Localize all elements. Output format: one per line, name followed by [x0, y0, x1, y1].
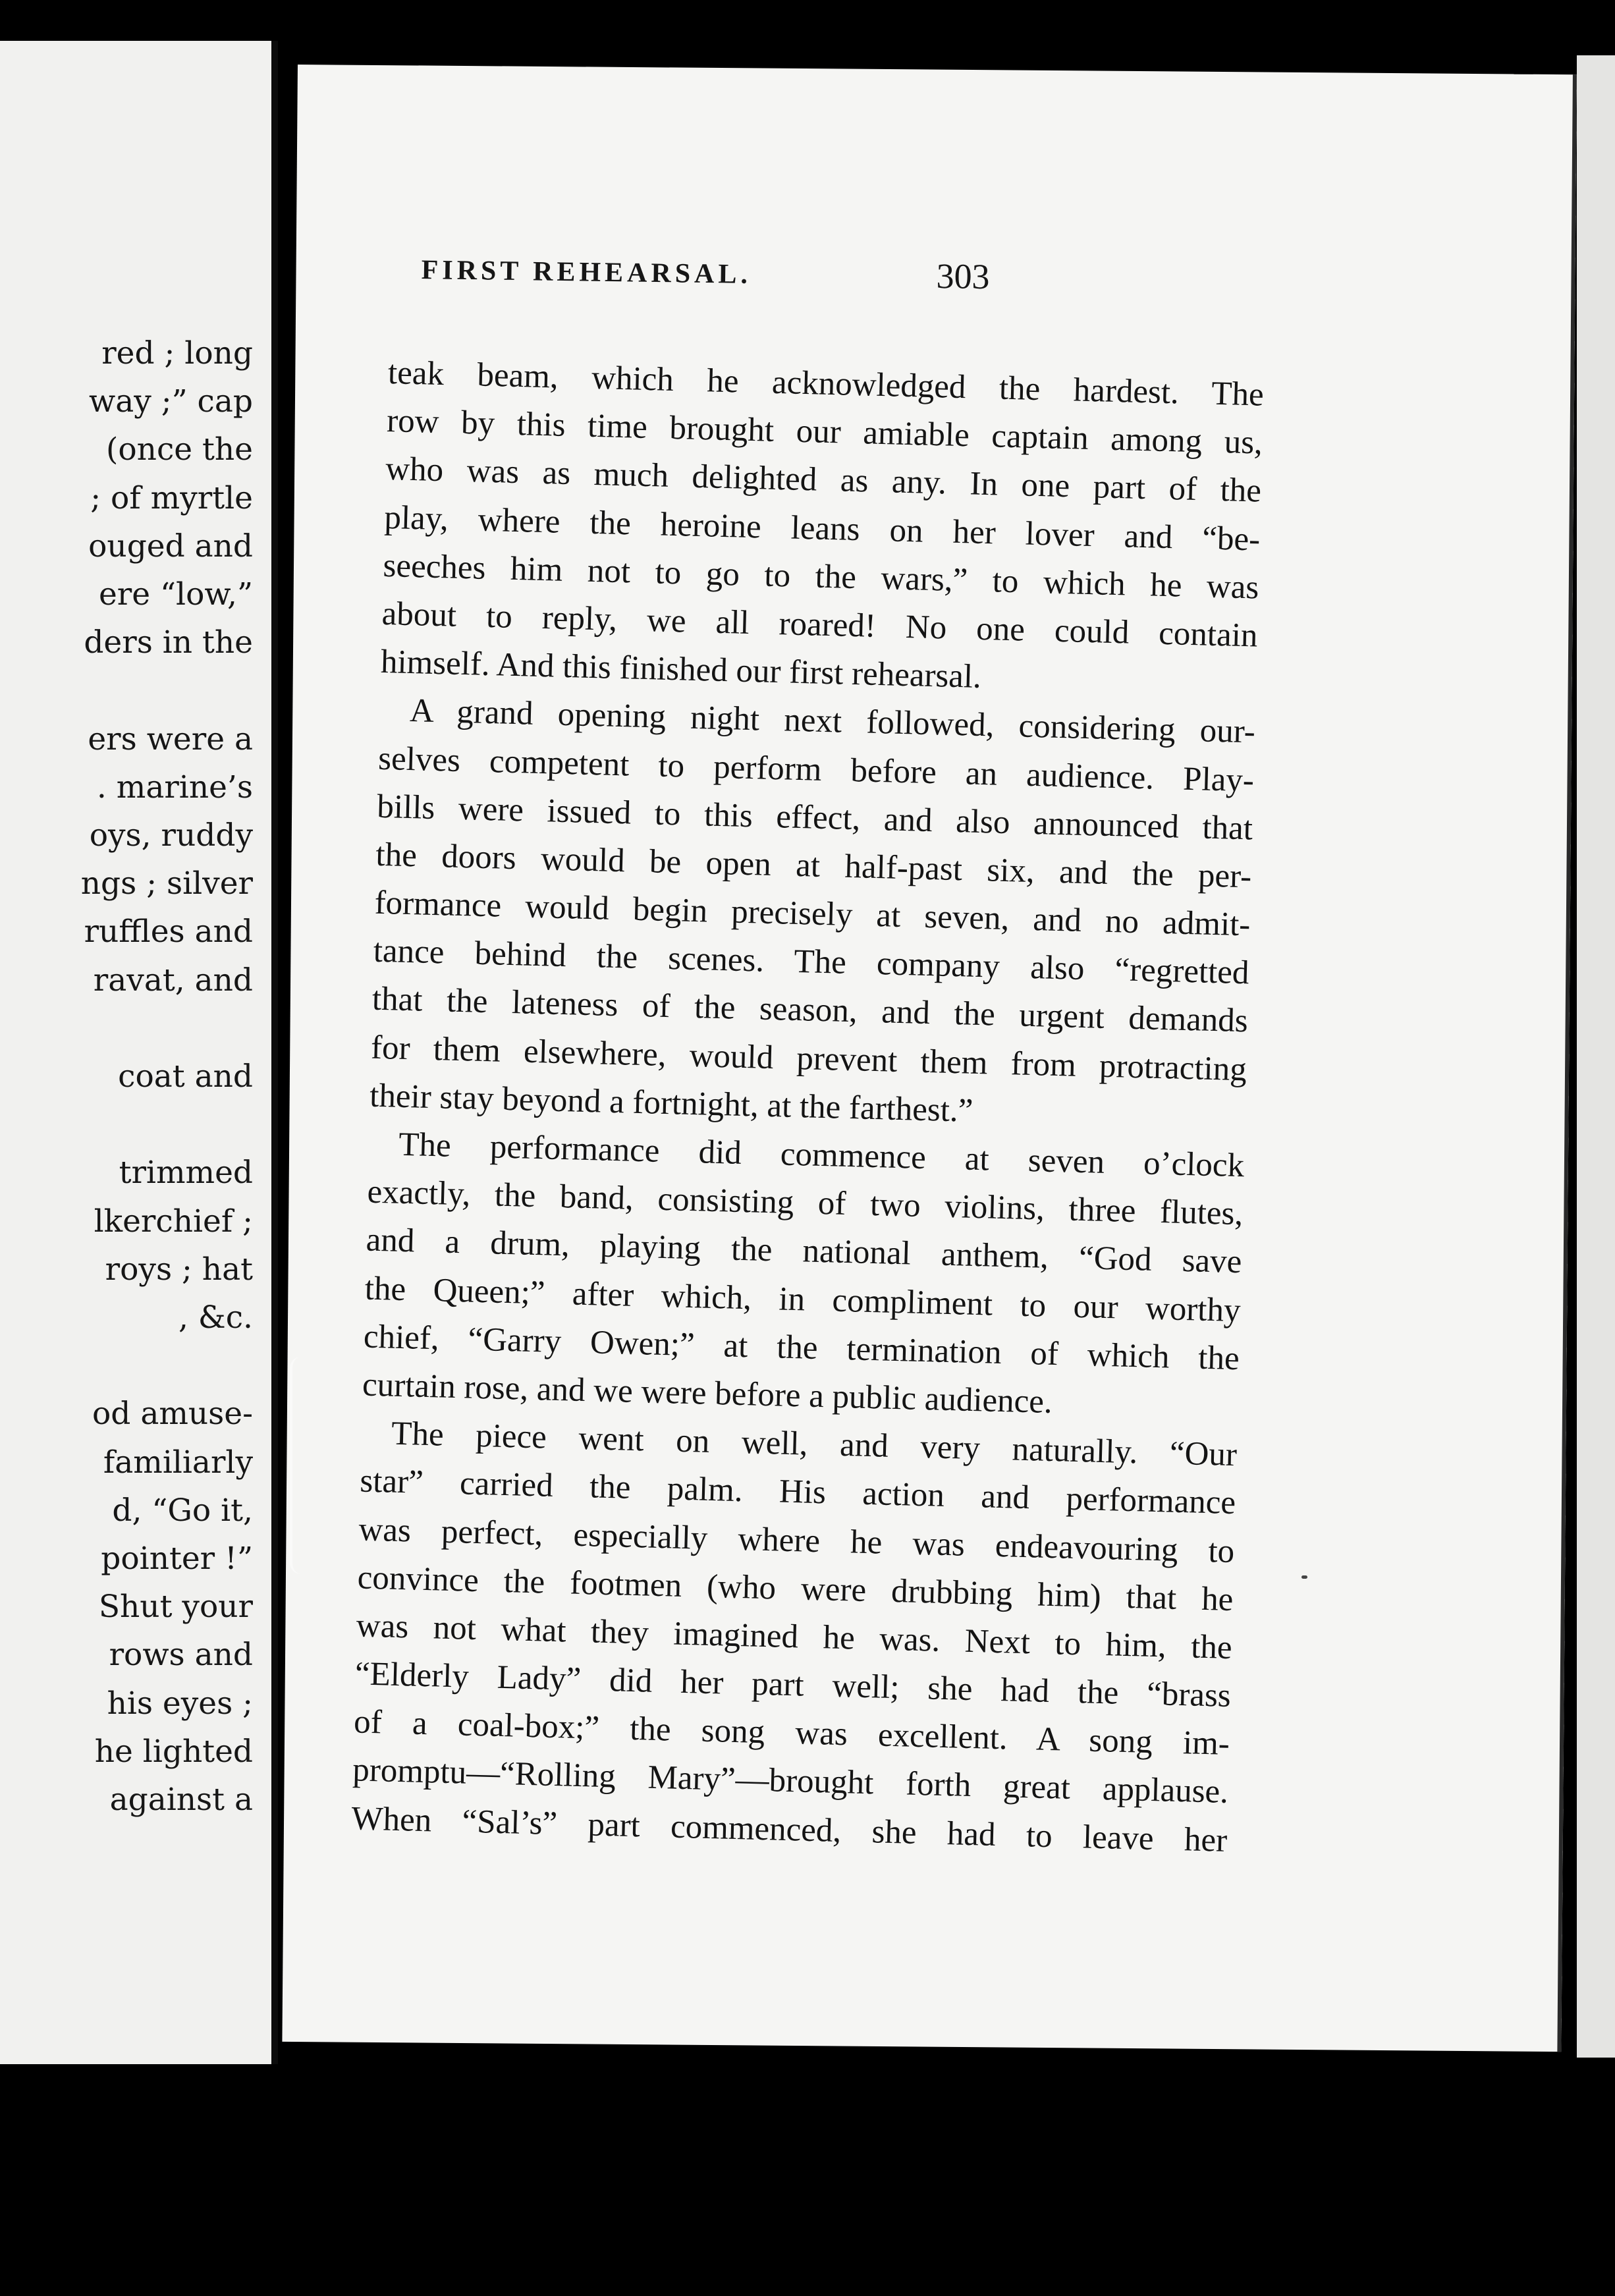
text-line: bills were issued to this effect, and also announced that	[376, 788, 1253, 848]
text-line: about to reply, we all roared! No one could contain	[381, 595, 1259, 655]
left-page-line: ruffles and	[84, 914, 253, 950]
text-line: curtain rose, and we were before a public audience.	[362, 1366, 1053, 1421]
left-page-fragment	[0, 41, 278, 2064]
text-line: convince the footmen (who were drubbing him) that he	[357, 1559, 1234, 1618]
body-text	[351, 349, 1265, 1865]
text-line: row by this time brought our amiable captain among us,	[386, 402, 1263, 462]
left-page-line: d, “Go it,	[112, 1492, 253, 1529]
left-page-line: coat and	[118, 1058, 253, 1095]
text-line: tance behind the scenes. The company also “regretted	[373, 932, 1250, 992]
left-page-line: Shut your	[98, 1589, 253, 1626]
left-page-line: ouged and	[88, 528, 253, 564]
text-line: who was as much delighted as any. In one part of the	[385, 451, 1262, 510]
text-line: the Queen;” after which, in compliment to our worthy	[364, 1270, 1242, 1329]
scan-border-bottom	[0, 2064, 1615, 2296]
text-line: was perfect, especially where he was endeavouring to	[358, 1510, 1235, 1570]
text-line: that the lateness of the season, and the urgent demands	[371, 981, 1249, 1040]
text-line: “Elderly Lady” did her part well; she had the “brass	[354, 1655, 1232, 1715]
left-page-line: red ; long	[101, 335, 253, 371]
text-line: formance would begin precisely at seven, and no admit-	[374, 884, 1251, 944]
text-line: selves competent to perform before an audience. Play-	[377, 740, 1255, 799]
text-line: star” carried the palm. His action and performance	[359, 1462, 1236, 1522]
left-page-line: he lighted	[94, 1733, 253, 1770]
text-line: chief, “Garry Owen;” at the termination of which the	[363, 1318, 1240, 1377]
text-line: of a coal-box;” the song was excellent. A song im-	[353, 1703, 1230, 1763]
left-page-line: od amuse-	[92, 1396, 253, 1433]
left-page-line: against a	[109, 1782, 253, 1818]
left-page-line: rows and	[109, 1637, 253, 1674]
text-line: the doors would be open at half-past six, and the per-	[375, 836, 1252, 896]
scan-scratch	[290, 1357, 312, 1574]
text-line: teak beam, which he acknowledged the hardest. The	[387, 354, 1265, 414]
left-page-line: pointer !”	[101, 1541, 253, 1577]
running-head: FIRST REHEARSAL.	[421, 254, 752, 290]
text-line: The piece went on well, and very naturally. “Our	[391, 1415, 1238, 1474]
left-page-line: ravat, and	[93, 962, 253, 998]
text-line: When “Sal’s” part commenced, she had to leave her	[350, 1799, 1228, 1859]
text-line: himself. And this finished our first rehearsal.	[380, 643, 982, 696]
left-page-line: way ;” cap	[89, 383, 253, 420]
text-line: for them elsewhere, would prevent them from protracting	[370, 1029, 1247, 1088]
left-page-line: his eyes ;	[107, 1685, 253, 1722]
page-number: 303	[936, 256, 990, 297]
left-page-line: ; of myrtle	[90, 479, 253, 516]
left-page-line: ngs ; silver	[80, 865, 253, 902]
left-page-line: ers were a	[88, 721, 253, 757]
left-page-line: roys ; hat	[105, 1251, 253, 1288]
left-page-line: familiarly	[103, 1444, 253, 1481]
text-line: was not what they imagined he was. Next to him, the	[356, 1607, 1233, 1666]
text-line: seeches him not to go to the wars,” to which he was	[382, 547, 1259, 607]
text-line: A grand opening night next followed, considering our-	[409, 692, 1256, 751]
left-page-line: , &c.	[178, 1299, 253, 1336]
text-line: exactly, the band, consisting of two violins, three flutes,	[366, 1173, 1244, 1233]
scan-speck	[1301, 1575, 1307, 1579]
left-page-line: . marine’s	[96, 769, 253, 806]
page-edge	[1577, 55, 1615, 2058]
left-page-line: trimmed	[119, 1155, 253, 1191]
text-line: promptu—“Rolling Mary”—brought forth great applause.	[352, 1751, 1229, 1811]
text-line: and a drum, playing the national anthem, “God save	[366, 1221, 1243, 1281]
left-page-line: ere “low,”	[98, 576, 253, 613]
left-page-line: lkerchief ;	[94, 1203, 253, 1240]
text-line: The performance did commence at seven o’clock	[398, 1126, 1245, 1185]
text-line: play, where the heroine leans on her lover and “be-	[383, 499, 1261, 559]
left-page-line: ders in the	[84, 624, 253, 661]
left-page-line: (once the	[106, 431, 253, 468]
text-line: their stay beyond a fortnight, at the farthest.”	[369, 1077, 974, 1130]
left-page-line: oys, ruddy	[89, 817, 253, 854]
